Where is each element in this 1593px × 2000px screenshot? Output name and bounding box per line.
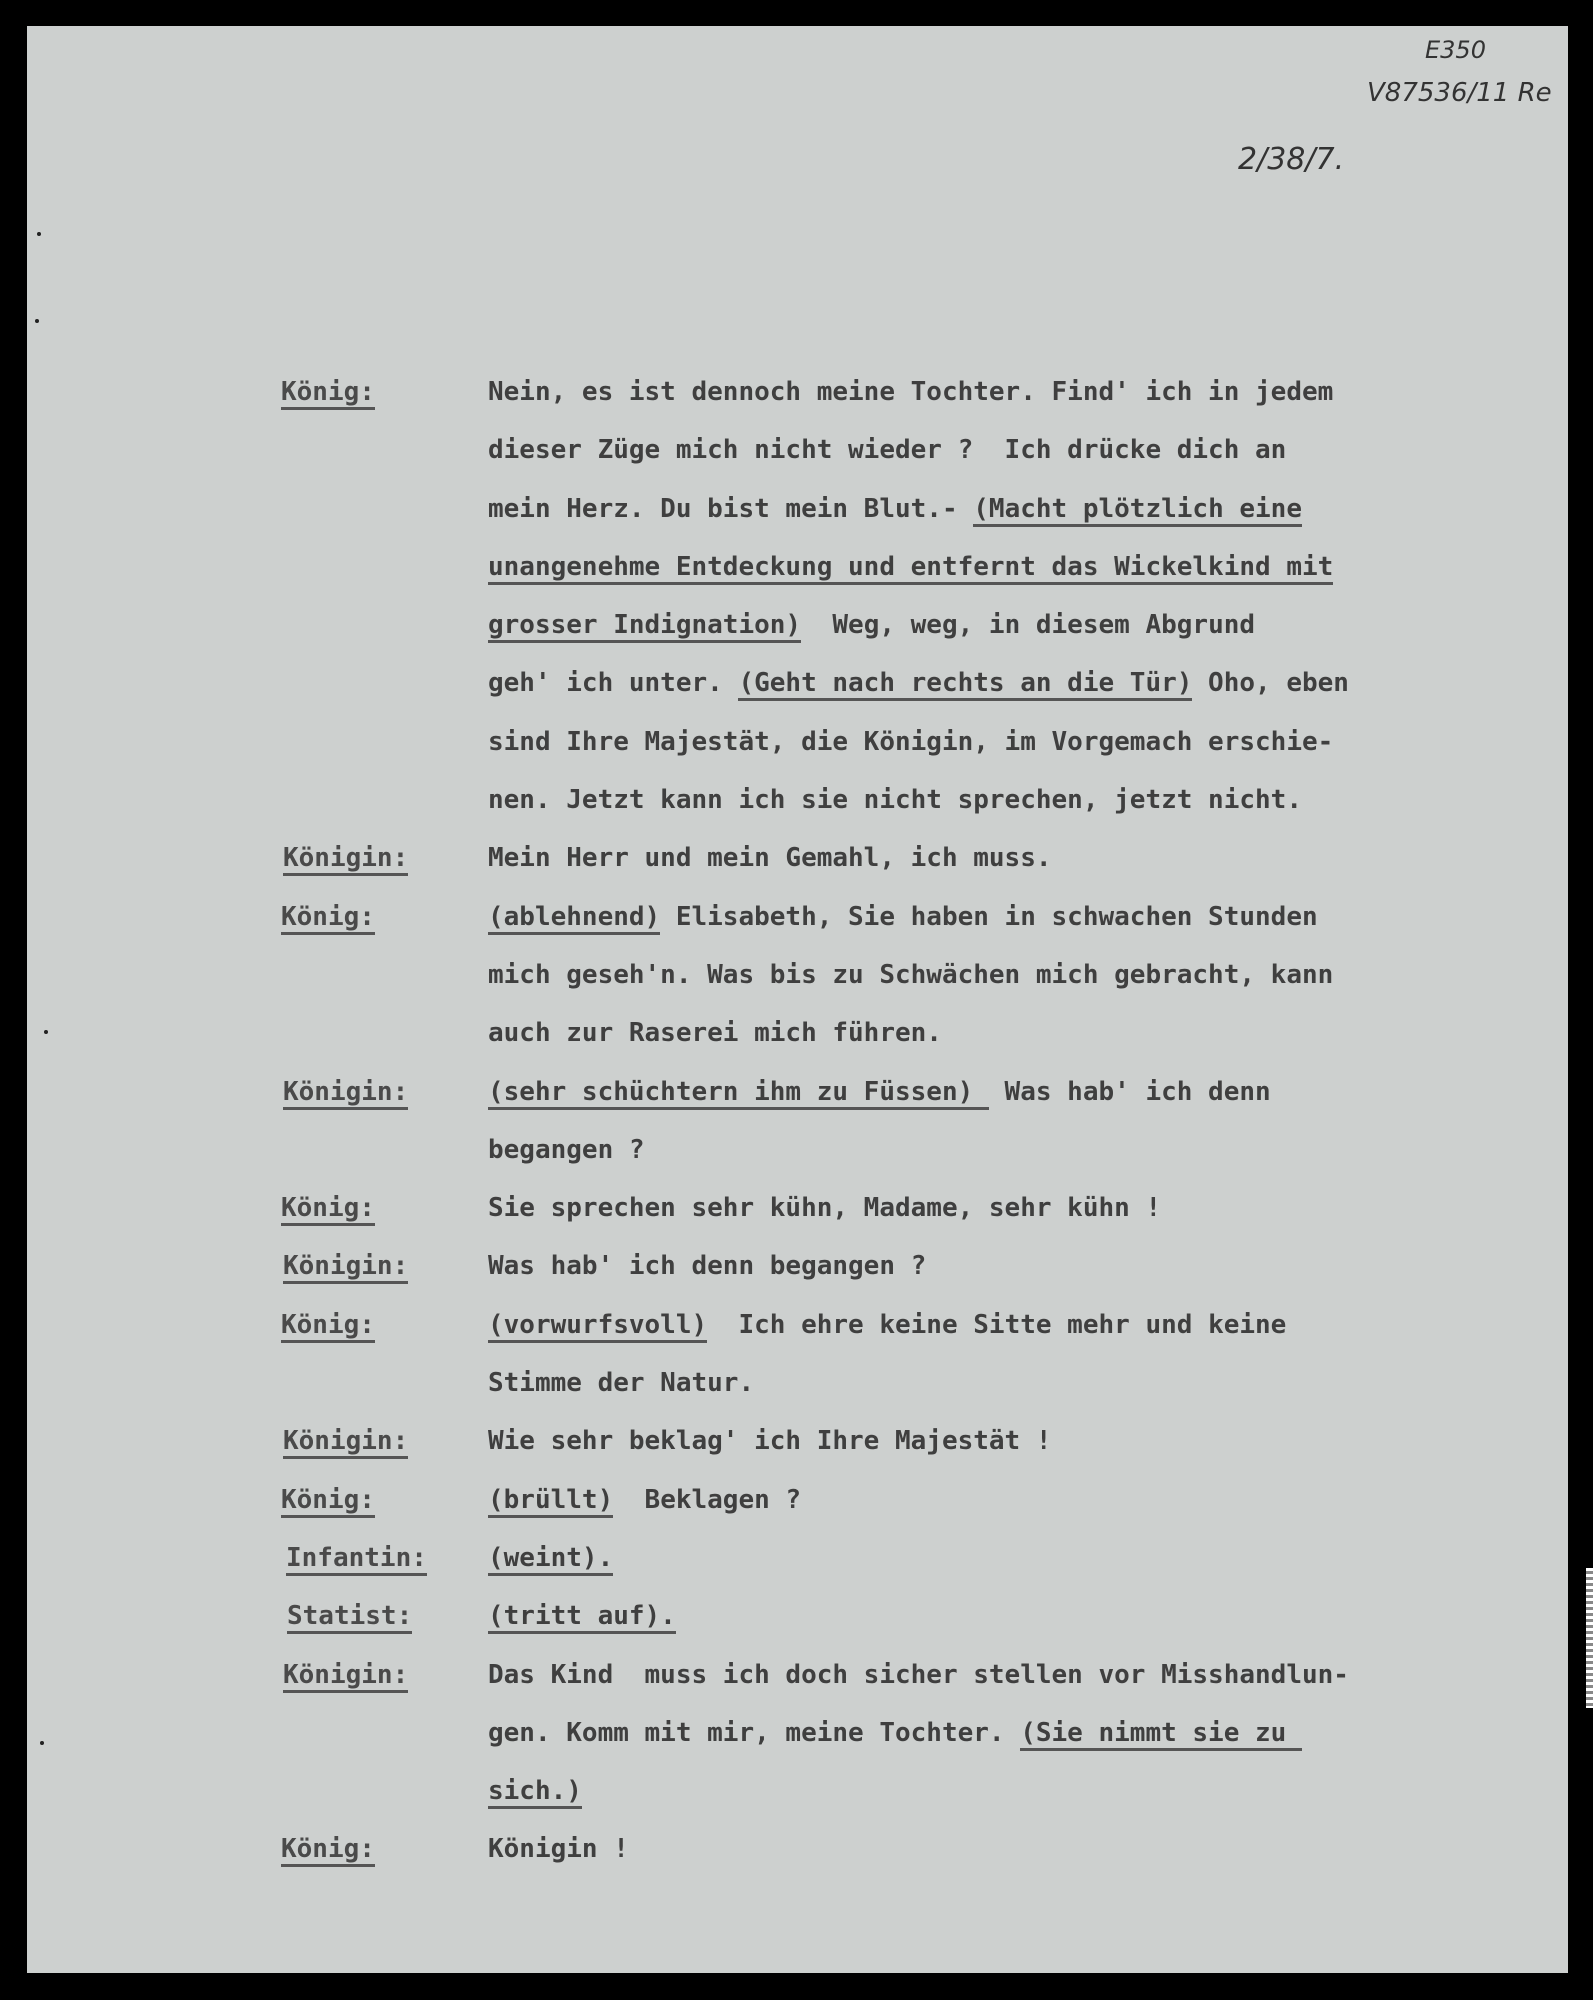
- dialogue-line: [488, 1718, 1302, 1748]
- dialogue-line: [488, 494, 1302, 524]
- speaker-name: Königin:: [283, 1077, 408, 1110]
- line-text: Mein Herr und mein Gemahl, ich muss.: [488, 843, 1052, 873]
- line-text: sind Ihre Majestät, die Königin, im Vorgemach erschie-: [488, 727, 1334, 757]
- dialogue-line: [488, 960, 1333, 990]
- speaker-name: König:: [281, 1485, 375, 1518]
- speaker-name: Königin:: [283, 843, 408, 876]
- speaker-name: Königin:: [283, 1426, 408, 1459]
- dialogue-line: [488, 1310, 1286, 1340]
- dialogue-line: [488, 727, 1333, 757]
- stage-direction: (Macht plötzlich eine: [973, 494, 1302, 527]
- punch-mark: [37, 232, 41, 236]
- line-text: mein Herz. Du bist mein Blut.-: [488, 494, 974, 524]
- speaker-name: Statist:: [287, 1601, 412, 1634]
- speaker-name: Infantin:: [286, 1543, 427, 1576]
- scan-edge-strip: [1586, 1568, 1593, 1708]
- line-text: Beklagen ?: [613, 1485, 802, 1515]
- dialogue-line: [488, 610, 1255, 640]
- dialogue-line: [488, 902, 1318, 932]
- line-text: Nein, es ist dennoch meine Tochter. Find' ich in jedem: [488, 377, 1334, 407]
- speaker-name: Königin:: [283, 1660, 408, 1693]
- dialogue-line: [488, 1018, 942, 1048]
- line-text: Das Kind muss ich doch sicher stellen vor Misshandlun-: [488, 1660, 1349, 1690]
- line-text: nen. Jetzt kann ich sie nicht sprechen, jetzt nicht.: [488, 785, 1302, 815]
- line-text: Sie sprechen sehr kühn, Madame, sehr kühn !: [488, 1193, 1162, 1223]
- dialogue-line: [488, 1251, 926, 1281]
- dialogue-line: [488, 377, 1333, 407]
- line-text: Was hab' ich denn begangen ?: [488, 1251, 927, 1281]
- line-text: Wie sehr beklag' ich Ihre Majestät !: [488, 1426, 1052, 1456]
- stage-direction: (Geht nach rechts an die Tür): [738, 668, 1192, 701]
- line-text: Königin !: [488, 1834, 629, 1864]
- dialogue-line: [488, 1601, 676, 1631]
- archive-reference: V87536/11 Re: [1367, 78, 1552, 108]
- line-text: Was hab' ich denn: [988, 1077, 1271, 1107]
- line-text: Ich ehre keine Sitte mehr und keine: [707, 1310, 1287, 1340]
- dialogue-line: [488, 668, 1349, 698]
- speaker-name: König:: [281, 1310, 375, 1343]
- speaker-name: König:: [281, 377, 375, 410]
- line-text: mich geseh'n. Was bis zu Schwächen mich gebracht, kann: [488, 960, 1334, 990]
- punch-mark: [44, 1030, 48, 1034]
- line-text: begangen ?: [488, 1135, 645, 1165]
- stage-direction: (weint).: [488, 1543, 613, 1576]
- speaker-name: König:: [281, 1193, 375, 1226]
- line-text: Stimme der Natur.: [488, 1368, 755, 1398]
- speaker-name: König:: [281, 1834, 375, 1867]
- dialogue-line: [488, 1834, 629, 1864]
- dialogue-line: [488, 1077, 1271, 1107]
- line-text: geh' ich unter.: [488, 668, 739, 698]
- dialogue-line: [488, 1368, 754, 1398]
- line-text: Oho, eben: [1192, 668, 1349, 698]
- dialogue-line: [488, 1660, 1349, 1690]
- dialogue-line: [488, 1135, 645, 1165]
- stage-direction: (tritt auf).: [488, 1601, 676, 1634]
- line-text: gen. Komm mit mir, meine Tochter.: [488, 1718, 1021, 1748]
- stage-direction: (brüllt): [488, 1485, 613, 1518]
- stage-direction: (sehr schüchtern ihm zu Füssen): [488, 1077, 989, 1110]
- line-text: dieser Züge mich nicht wieder ? Ich drücke dich an: [488, 435, 1287, 465]
- punch-mark: [40, 1741, 44, 1745]
- dialogue-line: [488, 843, 1052, 873]
- page-number: 2/38/7.: [1238, 142, 1345, 177]
- stage-direction: sich.): [488, 1776, 582, 1809]
- line-text: auch zur Raserei mich führen.: [488, 1018, 942, 1048]
- dialogue-line: [488, 1426, 1052, 1456]
- speaker-name: Königin:: [283, 1251, 408, 1284]
- stage-direction: unangenehme Entdeckung und entfernt das Wickelkind mit: [488, 552, 1333, 585]
- punch-mark: [35, 319, 39, 323]
- dialogue-line: [488, 785, 1302, 815]
- dialogue-line: [488, 1776, 582, 1806]
- dialogue-line: [488, 552, 1333, 582]
- line-text: Weg, weg, in diesem Abgrund: [801, 610, 1256, 640]
- speaker-name: König:: [281, 902, 375, 935]
- stage-direction: (Sie nimmt sie zu: [1020, 1718, 1302, 1751]
- dialogue-line: [488, 1193, 1161, 1223]
- stage-direction: (vorwurfsvoll): [488, 1310, 707, 1343]
- dialogue-line: [488, 435, 1286, 465]
- line-text: Elisabeth, Sie haben in schwachen Stunden: [660, 902, 1318, 932]
- stage-direction: grosser Indignation): [488, 610, 801, 643]
- dialogue-line: [488, 1543, 613, 1573]
- stage-direction: (ablehnend): [488, 902, 660, 935]
- archive-reference-top: E350: [1425, 36, 1486, 64]
- dialogue-line: [488, 1485, 801, 1515]
